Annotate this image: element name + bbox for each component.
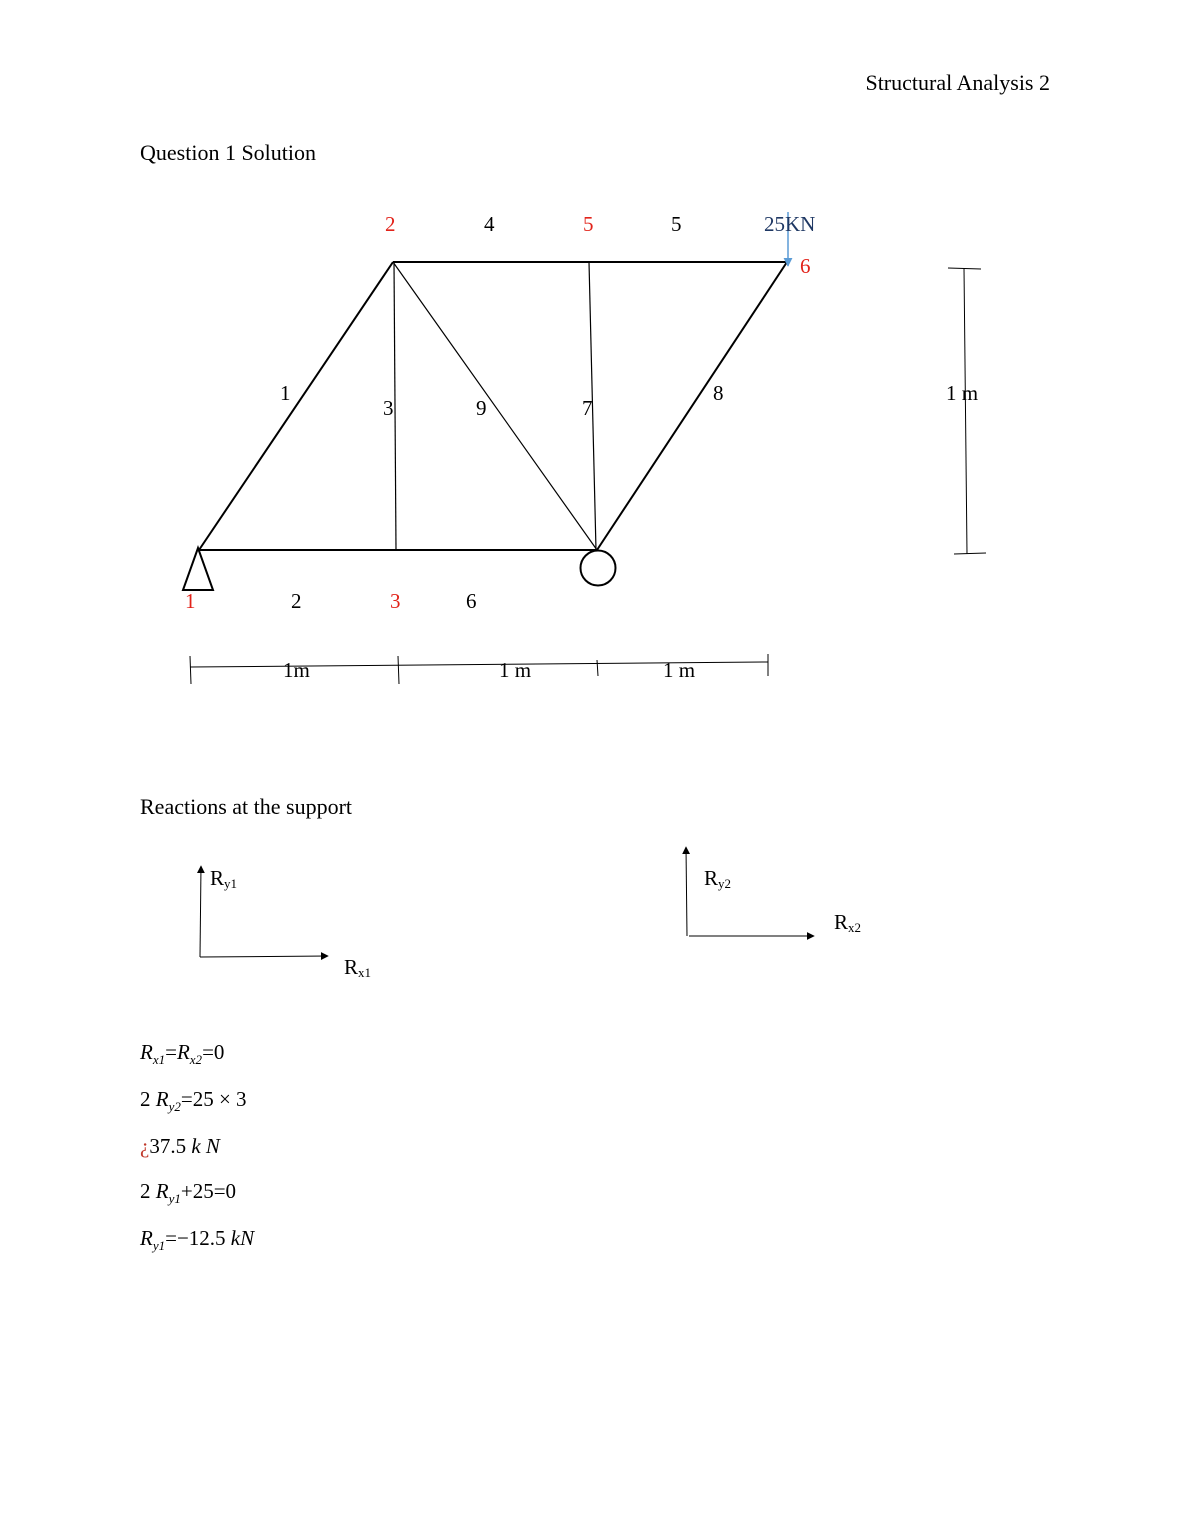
- pin-support: [183, 548, 213, 590]
- dimension-tick: [948, 268, 981, 269]
- load-label: 25KN: [764, 212, 816, 236]
- member-9: [393, 262, 597, 550]
- reaction-label-rx1: Rx1: [344, 955, 372, 980]
- member-1: [199, 262, 393, 550]
- member-label: 1: [280, 381, 291, 405]
- dimension-line: [964, 268, 967, 554]
- equation-moment: 2 $R_{y2}=25 \times 3$: [140, 1087, 247, 1114]
- member-label: 2: [291, 589, 302, 613]
- dimension-label: 1 m: [946, 381, 979, 405]
- node-label: 3: [390, 589, 401, 613]
- member-8: [597, 262, 787, 550]
- node-label: 1: [185, 589, 196, 613]
- reaction-label-rx2: Rx2: [834, 910, 862, 935]
- dimension-tick: [597, 660, 598, 676]
- dimension-label: 1m: [283, 658, 310, 682]
- equation-ry2-value: ¿37.5 k N: [140, 1134, 220, 1158]
- node-label: 6: [800, 254, 811, 278]
- member-label: 4: [484, 212, 495, 236]
- node-label: 5: [583, 212, 594, 236]
- member-label: 5: [671, 212, 682, 236]
- member-label: 3: [383, 396, 394, 420]
- member-label: 7: [582, 396, 593, 420]
- member-label: 9: [476, 396, 487, 420]
- equation-ry1-value: $R_{y1}=-12.5$ kN: [140, 1226, 255, 1253]
- reactions-heading: Reactions at the support: [140, 794, 353, 819]
- dimension-label: 1 m: [499, 658, 532, 682]
- dimension-tick: [954, 553, 986, 554]
- equation-vertical-sum: 2 $R_{y1}+25=0$: [140, 1179, 237, 1206]
- reaction-label-ry1: Ry1: [210, 866, 238, 891]
- reaction-arrow-rx1: [200, 956, 328, 957]
- node-label: 2: [385, 212, 396, 236]
- dimension-tick: [190, 656, 191, 684]
- running-header: Structural Analysis 2: [865, 70, 1050, 95]
- roller-support: [581, 551, 616, 586]
- reaction-arrow-ry1: [200, 866, 201, 957]
- member-label: 8: [713, 381, 724, 405]
- dimension-label: 1 m: [663, 658, 696, 682]
- dimension-tick: [398, 656, 399, 684]
- question-title: Question 1 Solution: [140, 140, 317, 165]
- member-label: 6: [466, 589, 477, 613]
- reaction-arrow-ry2: [686, 847, 687, 936]
- equation-rx: $R_{x1}=R_{x2}=0$: [140, 1040, 225, 1067]
- member-3: [394, 262, 396, 550]
- reaction-label-ry2: Ry2: [704, 866, 732, 891]
